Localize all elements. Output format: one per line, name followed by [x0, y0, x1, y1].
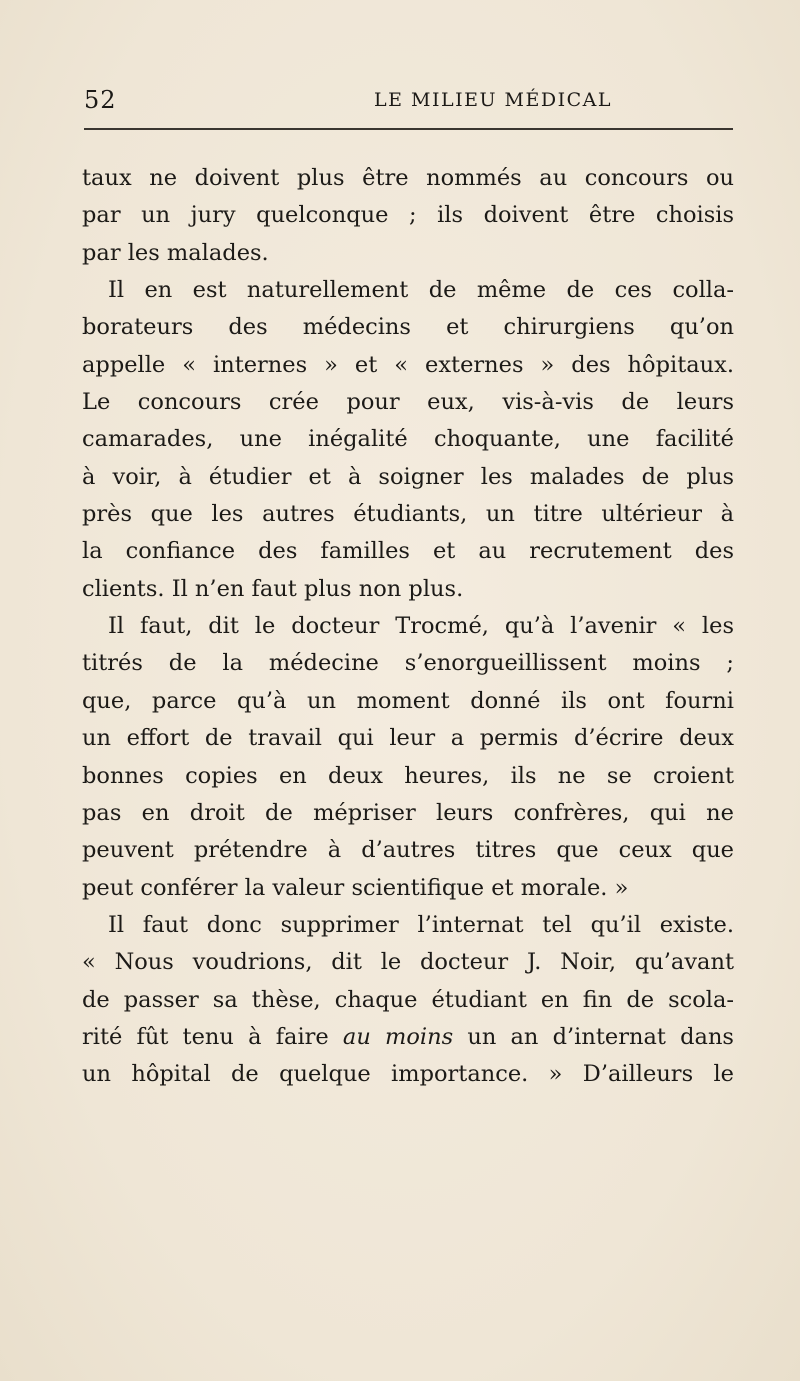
- text-line: à voir, à étudier et à soigner les malades de plus: [82, 463, 734, 490]
- text-span: un an d’internat dans: [467, 1023, 734, 1050]
- page-header: [84, 86, 734, 118]
- text-line: [82, 1019, 734, 1056]
- text-line: près que les autres étudiants, un titre ultérieur à: [82, 501, 734, 528]
- text-line: la confiance des familles et au recrutement des: [82, 538, 734, 565]
- text-line: peuvent prétendre à d’autres titres que ceux que: [82, 837, 734, 864]
- text-line: Il en est naturellement de même de ces colla-: [108, 277, 734, 304]
- text-line: que, parce qu’à un moment donné ils ont fourni: [82, 687, 734, 714]
- text-line: borateurs des médecins et chirurgiens qu’on: [82, 314, 734, 341]
- text-line: Le concours crée pour eux, vis-à-vis de leurs: [82, 389, 734, 416]
- text-line: par un jury quelconque ; ils doivent être choisis: [82, 202, 734, 229]
- text-line: bonnes copies en deux heures, ils ne se croient: [82, 762, 734, 789]
- header-rule: [84, 128, 733, 130]
- text-line: taux ne doivent plus être nommés au concours ou: [82, 165, 734, 191]
- italic-phrase: au moins: [342, 1023, 454, 1050]
- text-line: Il faut donc supprimer l’internat tel qu’il existe.: [108, 911, 734, 938]
- text-span: rité fût tenu à faire: [82, 1023, 329, 1050]
- text-line: un hôpital de quelque importance. » D’ailleurs le: [82, 1061, 734, 1088]
- text-line: peut conférer la valeur scientifique et morale. »: [82, 874, 629, 901]
- text-line: appelle « internes » et « externes » des hôpitaux.: [82, 351, 734, 378]
- text-line: « Nous voudrions, dit le docteur J. Noir, qu’avant: [82, 949, 734, 976]
- text-line: camarades, une inégalité choquante, une facilité: [82, 426, 734, 453]
- text-line: clients. Il n’en faut plus non plus.: [82, 575, 464, 602]
- text-line: un effort de travail qui leur a permis d’écrire deux: [82, 725, 734, 752]
- text-line: par les malades.: [82, 239, 269, 266]
- page-number: 52: [84, 86, 117, 114]
- running-title: LE MILIEU MÉDICAL: [374, 89, 612, 111]
- text-line: Il faut, dit le docteur Trocmé, qu’à l’avenir « les: [108, 613, 734, 640]
- text-line: pas en droit de mépriser leurs confrères, qui ne: [82, 799, 734, 826]
- text-line: titrés de la médecine s’enorgueillissent moins ;: [82, 650, 734, 677]
- body-text: [82, 160, 734, 1094]
- text-line: de passer sa thèse, chaque étudiant en fin de scola-: [82, 986, 734, 1013]
